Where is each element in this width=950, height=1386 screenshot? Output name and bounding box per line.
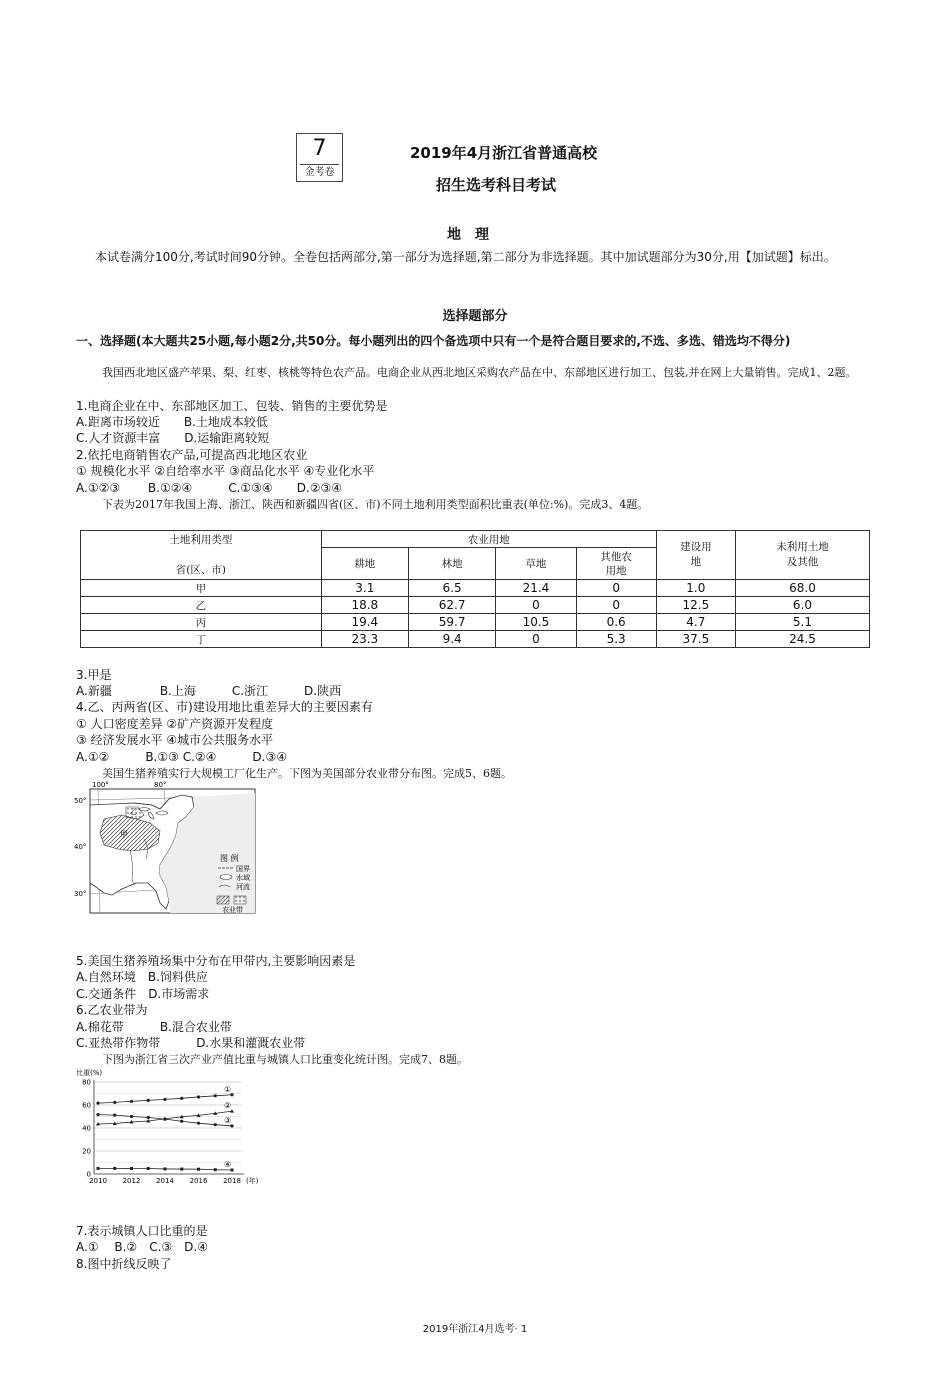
- y-tick-label: 80: [82, 1078, 91, 1087]
- row-name: 乙: [81, 597, 322, 614]
- lat-40-label: 40°: [74, 843, 87, 851]
- q4-options: A.①② B.①③ C.②④ D.③④: [76, 750, 287, 764]
- cell: 5.3: [576, 631, 656, 648]
- data-point: [214, 1168, 217, 1171]
- y-tick-label: 0: [86, 1170, 91, 1179]
- passage-1: 我国西北地区盛产苹果、梨、红枣、核桃等特色农产品。电商企业从西北地区采购农产品在中、东部地区进行加工、包装,并在网上大量销售。完成1、2题。: [102, 366, 857, 379]
- exam-intro: 本试卷满分100分,考试时间90分钟。全卷包括两部分,第一部分为选择题,第二部分为非选择题。其中加试题部分为30分,用【加试题】标出。: [95, 250, 836, 264]
- q5-options-ab: A.自然环境 B.饲料供应: [76, 970, 208, 984]
- data-point: [197, 1122, 200, 1125]
- series-label-2: ②: [224, 1101, 232, 1111]
- data-point: [97, 1167, 100, 1170]
- corner-top: 土地利用类型: [169, 534, 233, 546]
- q7-options: A.① B.② C.③ D.④: [76, 1240, 208, 1254]
- data-point: [180, 1097, 183, 1100]
- legend-belt-hatch: [217, 896, 229, 904]
- y-tick-label: 60: [82, 1101, 91, 1110]
- data-point: [147, 1167, 150, 1170]
- label-yi: 乙: [130, 808, 137, 816]
- series-label-4: ④: [224, 1159, 232, 1169]
- data-point: [130, 1100, 133, 1103]
- passage-3: 美国生猪养殖实行大规模工厂化生产。下图为美国部分农业带分布图。完成5、6题。: [102, 767, 512, 780]
- cell: 37.5: [656, 631, 735, 648]
- lat-50-label: 50°: [74, 797, 87, 805]
- cell: 59.7: [408, 614, 495, 631]
- data-point: [130, 1167, 133, 1170]
- legend-title: 图 例: [220, 854, 239, 863]
- data-point: [163, 1118, 166, 1121]
- data-point: [214, 1123, 217, 1126]
- legend-water-label: 水域: [236, 874, 250, 882]
- data-point: [96, 1113, 99, 1116]
- q7-stem: 7.表示城镇人口比重的是: [76, 1224, 208, 1238]
- q6-options-ab: A.棉花带 B.混合农业带: [76, 1020, 232, 1034]
- header-other-agri: 其他农用地: [600, 550, 632, 577]
- passage-4: 下图为浙江省三次产业产值比重与城镇人口比重变化统计图。完成7、8题。: [102, 1053, 468, 1066]
- q2-stem: 2.依托电商销售农产品,可提高西北地区农业: [76, 448, 308, 462]
- data-point: [197, 1168, 200, 1171]
- row-name: 丁: [81, 631, 322, 648]
- us-agriculture-map: [74, 779, 264, 917]
- x-axis-label: (年): [246, 1177, 259, 1185]
- table-row: [81, 597, 870, 614]
- cell: 0: [576, 580, 656, 597]
- q4-items-2: ③ 经济发展水平 ④城市公共服务水平: [76, 733, 274, 747]
- x-tick-label: 2016: [189, 1177, 208, 1185]
- q5-options-cd: C.交通条件 D.市场需求: [76, 987, 210, 1001]
- q1-stem: 1.电商企业在中、东部地区加工、包装、销售的主要优势是: [76, 399, 388, 413]
- cell: 18.8: [321, 597, 408, 614]
- q2-options: A.①②③ B.①②④ C.①③④ D.②③④: [76, 481, 343, 495]
- exam-title-line2: 招生选考科目考试: [436, 176, 557, 194]
- x-tick-label: 2018: [223, 1177, 241, 1185]
- lon-80-label: 80°: [154, 781, 167, 789]
- cell: 0: [496, 597, 576, 614]
- legend-water-symbol: [220, 875, 232, 880]
- q4-items-1: ① 人口密度差异 ②矿产资源开发程度: [76, 717, 274, 731]
- table-corner-header: [81, 531, 322, 580]
- q3-options: A.新疆 B.上海 C.浙江 D.陕西: [76, 684, 342, 698]
- cell: 0.6: [576, 614, 656, 631]
- cell: 5.1: [735, 614, 869, 631]
- data-point: [180, 1168, 183, 1171]
- q8-stem: 8.图中折线反映了: [76, 1257, 172, 1271]
- cell: 4.7: [656, 614, 735, 631]
- cell: 62.7: [408, 597, 495, 614]
- legend-border-label: 国界: [236, 865, 250, 873]
- data-point: [164, 1167, 167, 1170]
- data-point: [113, 1114, 116, 1117]
- table-intro: 下表为2017年我国上海、浙江、陕西和新疆四省(区、市)不同土地利用类型面积比重表(单位:%)。完成3、4题。: [102, 498, 649, 511]
- table-row: [81, 631, 870, 648]
- y-tick-label: 40: [82, 1124, 91, 1133]
- header-grass: 草地: [496, 548, 576, 580]
- cell: 68.0: [735, 580, 869, 597]
- data-point: [113, 1167, 116, 1170]
- cell: 21.4: [496, 580, 576, 597]
- header-unused: 未利用土地及其他: [776, 541, 829, 568]
- table-row: [81, 614, 870, 631]
- q6-options-cd: C.亚热带作物带 D.水果和灌溉农业带: [76, 1036, 306, 1050]
- paper-number-badge: [296, 133, 343, 182]
- section-heading: 一、选择题(本大题共25小题,每小题2分,共50分。每小题列出的四个备选项中只有一个是符合题目要求的,不选、多选、错选均不得分): [76, 334, 791, 348]
- cell: 12.5: [656, 597, 735, 614]
- series-label-3: ③: [224, 1115, 232, 1125]
- label-jia: 甲: [120, 830, 128, 839]
- data-point: [214, 1094, 217, 1097]
- legend-belt-label: 农业带: [222, 906, 243, 914]
- section-title: 选择题部分: [442, 309, 508, 324]
- series-label-1: ①: [224, 1084, 232, 1094]
- cell: 1.0: [656, 580, 735, 597]
- row-name: 甲: [81, 580, 322, 597]
- header-agricultural: 农业用地: [321, 531, 656, 548]
- corner-bottom: 省(区、市): [175, 564, 226, 576]
- exam-title-line1: 2019年4月浙江省普通高校: [410, 144, 598, 162]
- y-tick-label: 20: [82, 1147, 91, 1156]
- chart-ylabel: 比重(%): [76, 1069, 103, 1077]
- data-point: [130, 1115, 133, 1118]
- q4-stem: 4.乙、丙两省(区、市)建设用地比重差异大的主要因素有: [76, 700, 373, 714]
- x-tick-label: 2010: [89, 1177, 107, 1185]
- chart-grid: [94, 1082, 242, 1163]
- data-point: [180, 1120, 183, 1123]
- data-point: [96, 1102, 99, 1105]
- cell: 6.5: [408, 580, 495, 597]
- cell: 0: [496, 631, 576, 648]
- cell: 19.4: [321, 614, 408, 631]
- paper-number: 7: [312, 136, 327, 161]
- data-point: [147, 1099, 150, 1102]
- cell: 0: [576, 597, 656, 614]
- header-cultivated: 耕地: [321, 548, 408, 580]
- q5-stem: 5.美国生猪养殖场集中分布在甲带内,主要影响因素是: [76, 954, 356, 968]
- data-point: [197, 1095, 200, 1098]
- x-axis-ticks: [89, 1176, 259, 1185]
- data-point: [163, 1098, 166, 1101]
- legend-river-label: 河流: [236, 883, 250, 891]
- header-construction: 建设用地: [680, 541, 712, 568]
- q2-items: ① 规模化水平 ②自给率水平 ③商品化水平 ④专业化水平: [76, 464, 375, 478]
- row-name: 丙: [81, 614, 322, 631]
- table-row: [81, 580, 870, 597]
- x-tick-label: 2014: [156, 1177, 174, 1185]
- legend-belt-dots: [234, 896, 246, 904]
- data-point: [147, 1116, 150, 1119]
- land-use-table: [80, 530, 870, 648]
- cell: 10.5: [496, 614, 576, 631]
- cell: 3.1: [321, 580, 408, 597]
- q6-stem: 6.乙农业带为: [76, 1003, 148, 1017]
- q1-options-ab: A.距离市场较近 B.土地成本较低: [76, 415, 268, 429]
- page-footer: 2019年浙江4月选考· 1: [422, 1324, 528, 1335]
- cell: 6.0: [735, 597, 869, 614]
- subject-title: 地理: [447, 227, 503, 243]
- paper-badge-label: 金考卷: [300, 164, 339, 180]
- lon-100-label: 100°: [92, 781, 109, 789]
- x-tick-label: 2012: [122, 1177, 141, 1185]
- header-forest: 林地: [408, 548, 495, 580]
- q3-stem: 3.甲是: [76, 668, 112, 682]
- y-axis-ticks: [82, 1079, 91, 1179]
- cell: 9.4: [408, 631, 495, 648]
- cell: 24.5: [735, 631, 869, 648]
- industry-urbanization-chart: [74, 1066, 259, 1186]
- cell: 23.3: [321, 631, 408, 648]
- data-point: [113, 1101, 116, 1104]
- q1-options-cd: C.人才资源丰富 D.运输距离较短: [76, 431, 270, 445]
- lat-30-label: 30°: [74, 890, 87, 898]
